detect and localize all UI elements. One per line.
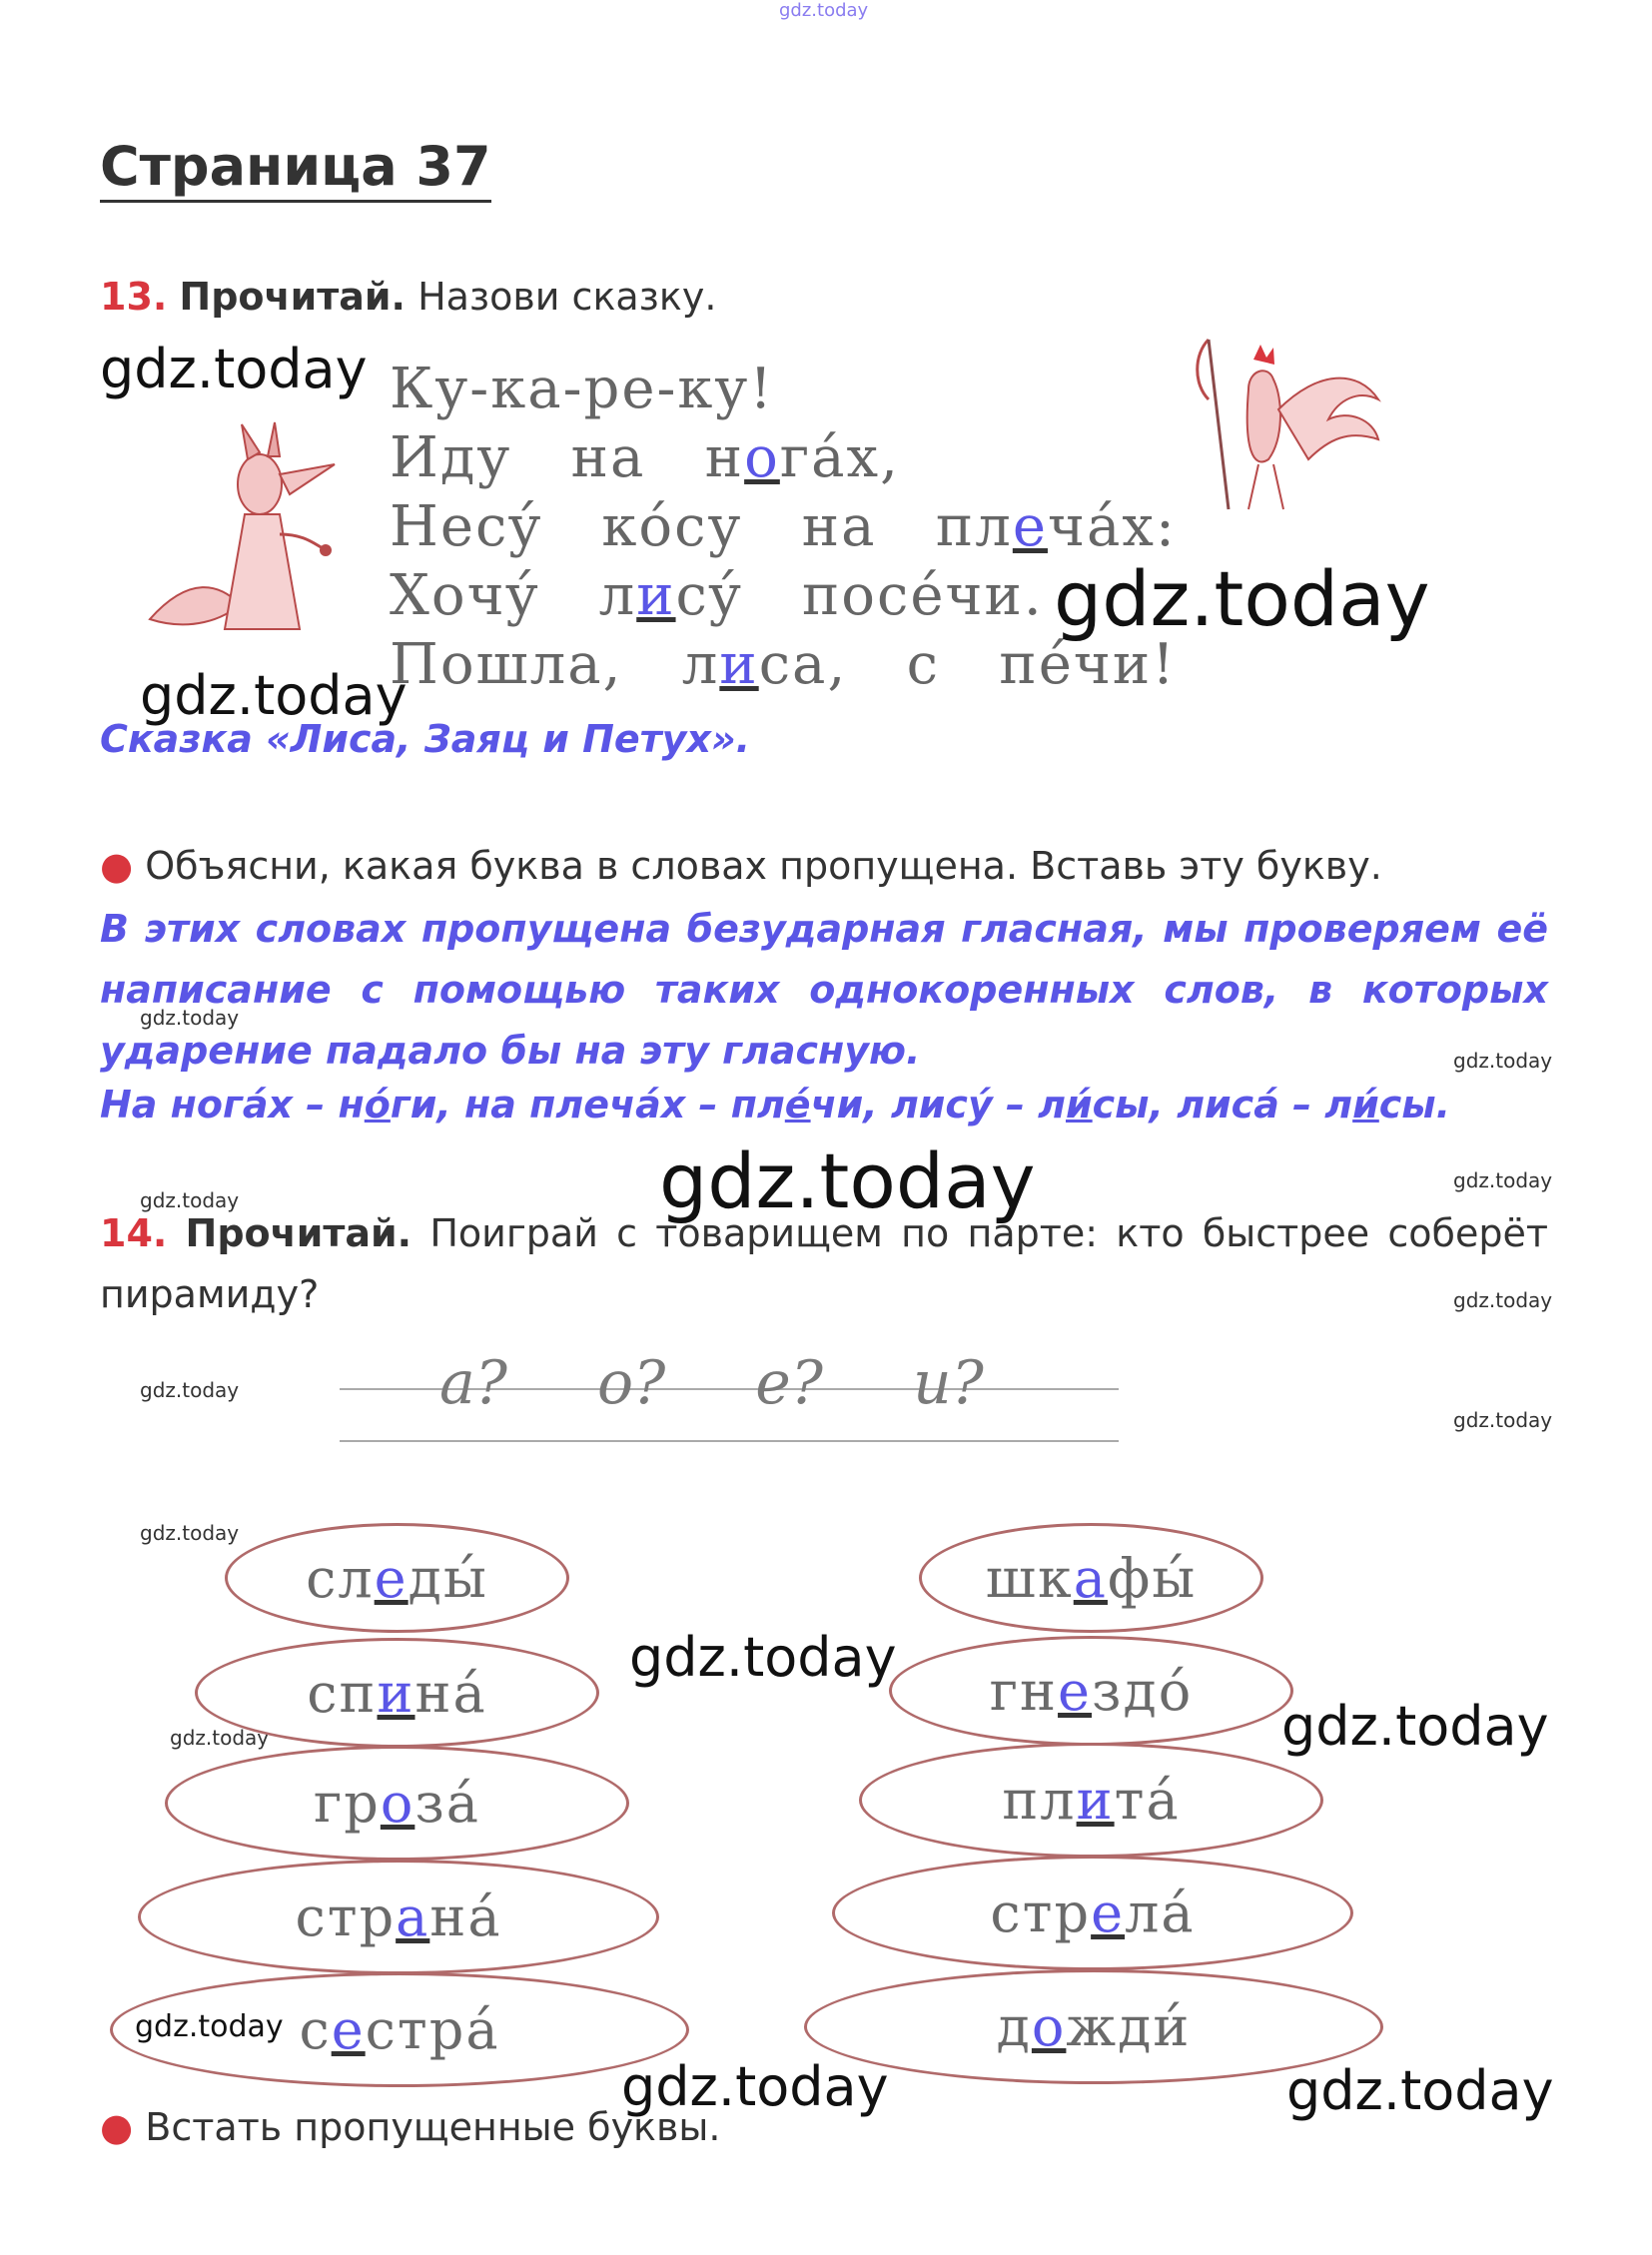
watermark: gdz.today — [1054, 554, 1430, 643]
watermark: gdz.today — [1281, 1695, 1549, 1758]
watermark: gdz.today — [659, 1136, 1036, 1225]
missing-letter: о — [1031, 1995, 1067, 2058]
watermark: gdz.today — [1453, 1408, 1553, 1432]
stressed-vowel: и́ — [1066, 1083, 1093, 1127]
watermark: gdz.today — [1453, 1049, 1553, 1073]
bullet-icon: ● — [100, 2105, 134, 2149]
task14-rest: Поиграй с товарищем по парте: кто быстрее соберёт пирамиду? — [100, 1211, 1548, 1316]
word-ellipse: сп и нá — [195, 1638, 599, 1748]
poem-line: Иду на ногáх, — [390, 425, 900, 490]
watermark: gdz.today — [140, 1378, 240, 1402]
watermark: gdz.today — [100, 338, 368, 400]
word-ellipse: пл и тá — [859, 1743, 1323, 1858]
letter-option: о? — [596, 1348, 666, 1418]
missing-letter: и — [1076, 1769, 1115, 1832]
explain-answer: В этих словах пропущена безударная гласная, мы проверяем её написание с помощью таких однокоренных слов, в которых ударение падало бы на эту гласную. — [100, 907, 1548, 1073]
watermark: gdz.today — [621, 2055, 889, 2118]
poem-line: Ку-ка-ре-ку! — [390, 357, 774, 421]
watermark: gdz.today — [1286, 2059, 1554, 2122]
watermark: gdz.today — [140, 1188, 240, 1212]
task14-instruction: ● Встать пропущенные буквы. — [100, 2105, 721, 2149]
poem-line: Хочý лисý посéчи. — [390, 563, 1044, 628]
missing-letter: и — [636, 563, 676, 628]
missing-letter: а — [396, 1885, 430, 1948]
missing-letter: и — [377, 1661, 415, 1725]
missing-letter: а — [1073, 1546, 1108, 1610]
word-ellipse: гн е здó — [889, 1636, 1293, 1746]
missing-letter: е — [374, 1546, 409, 1610]
task13-verb: Прочитай. — [179, 275, 406, 319]
word-ellipse: д о жди́ — [804, 1969, 1383, 2084]
task13-number: 13. — [100, 275, 168, 319]
watermark: gdz.today — [140, 1006, 240, 1030]
watermark: gdz.today — [135, 2009, 284, 2044]
task14-verb: Прочитай. — [185, 1211, 413, 1255]
rooster-illustration — [1189, 330, 1388, 519]
watermark: gdz.today — [629, 1626, 897, 1689]
word-ellipse: стр е лá — [832, 1856, 1353, 1970]
word-ellipse: с е стрá — [110, 1972, 689, 2087]
missing-letter: е — [1012, 494, 1048, 559]
word-ellipse: гр о зá — [165, 1746, 629, 1861]
poem — [390, 355, 1177, 699]
poem-line: Несý кóсу на плечáх: — [390, 494, 1177, 559]
task13-heading — [100, 275, 716, 319]
page-title: Страница 37 — [100, 135, 491, 203]
watermark: gdz.today — [140, 1521, 240, 1545]
missing-letter: е — [1058, 1659, 1093, 1723]
letter-option: и? — [912, 1348, 984, 1418]
missing-letter: и — [719, 632, 759, 697]
letter-option: е? — [755, 1348, 823, 1418]
fox-illustration — [130, 404, 350, 644]
letter-options — [439, 1348, 984, 1418]
watermark: gdz.today — [1453, 1288, 1553, 1312]
stressed-vowel: и́ — [1352, 1083, 1379, 1127]
letter-option: а? — [439, 1348, 507, 1418]
word-ellipse: сл е ды́ — [225, 1523, 569, 1633]
watermark: gdz.today — [170, 1726, 270, 1750]
watermark-top: gdz.today — [779, 0, 869, 21]
missing-letter: о — [744, 425, 780, 490]
stressed-vowel: ó — [364, 1083, 391, 1127]
stressed-vowel: é — [784, 1083, 811, 1127]
missing-letter: о — [380, 1772, 415, 1835]
task13-answer: Сказка «Лиса, Заяц и Петух». — [100, 717, 751, 761]
watermark: gdz.today — [140, 664, 408, 727]
word-ellipse: стр а нá — [138, 1860, 659, 1974]
missing-letter: е — [331, 1998, 366, 2061]
watermark: gdz.today — [1453, 1168, 1553, 1192]
word-ellipse: шк а фы́ — [919, 1523, 1263, 1633]
poem-line: Пошла, лиса, с пéчи! — [390, 632, 1177, 697]
task14-heading — [100, 1203, 1548, 1325]
task13-rest: Назови сказку. — [405, 275, 717, 319]
explain-question: ● Объясни, какая буква в словах пропущена. Вставь эту букву. — [100, 844, 1382, 888]
task14-number: 14. — [100, 1211, 168, 1255]
bullet-icon: ● — [100, 844, 134, 888]
explain-examples: На ногáх – нóги, на плечáх – плéчи, лисý – ли́сы, лисá – ли́сы. — [100, 1083, 1451, 1127]
missing-letter: е — [1091, 1881, 1126, 1944]
